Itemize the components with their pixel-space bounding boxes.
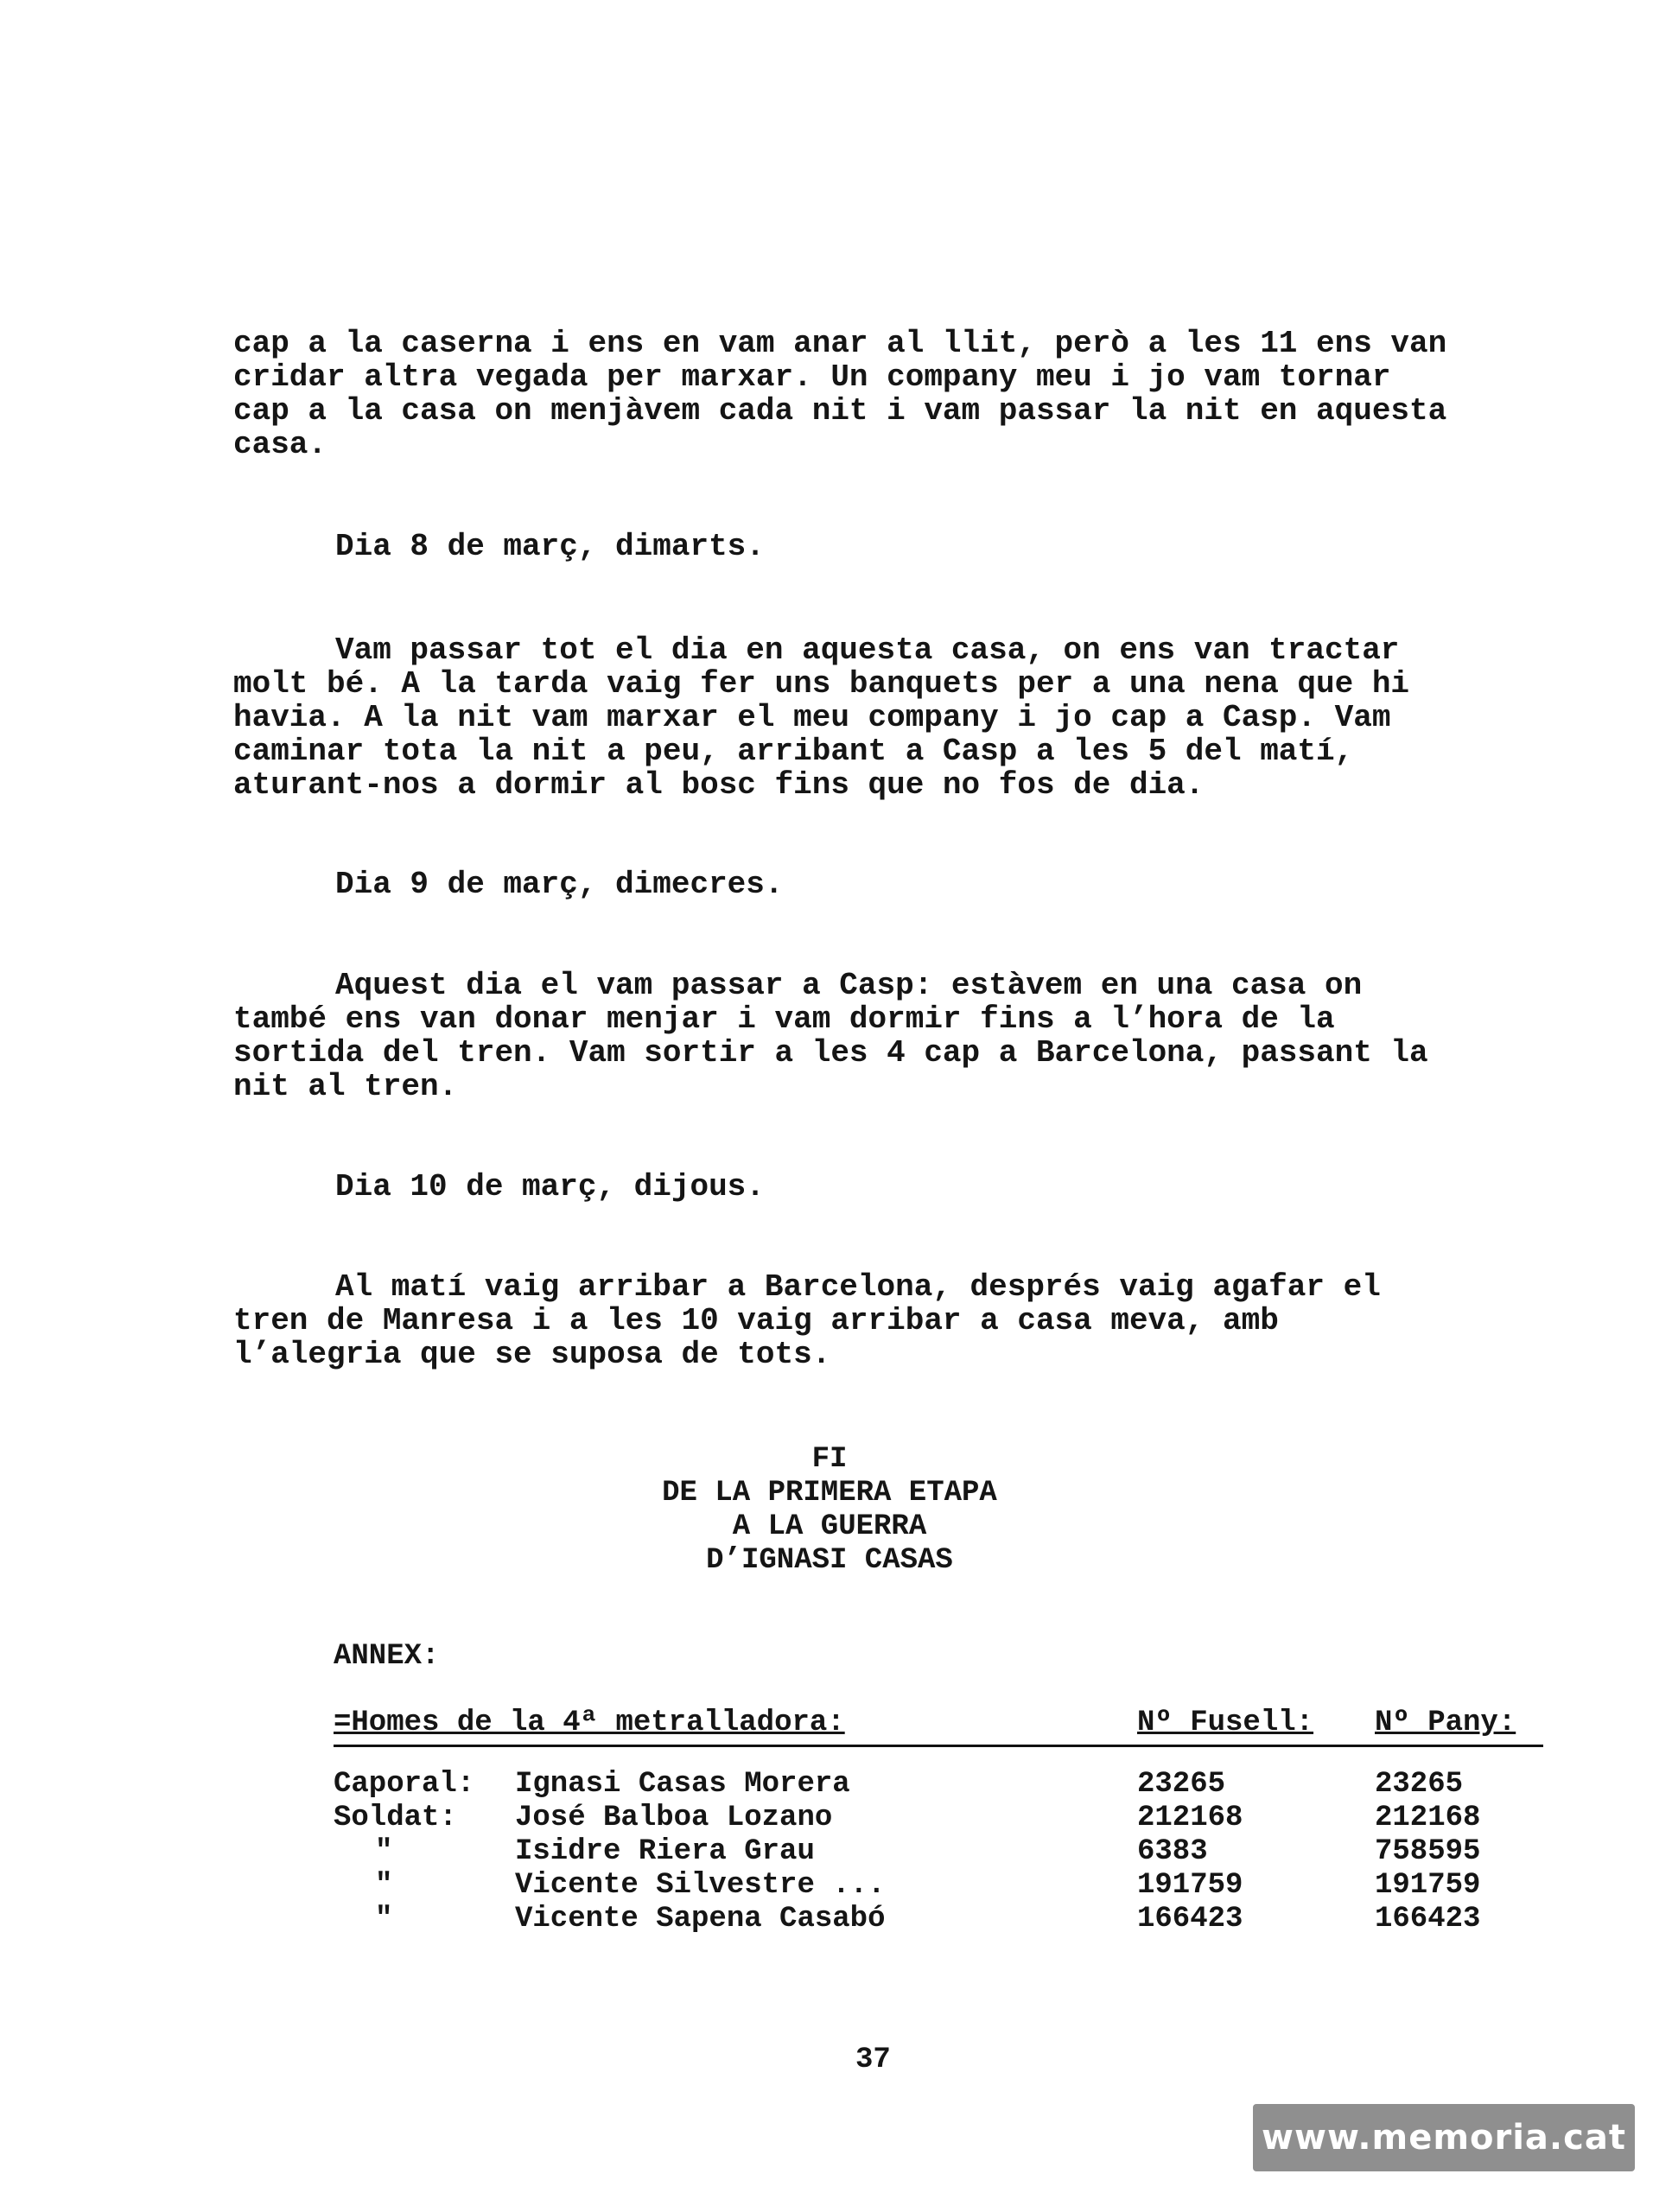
text-line: nit al tren. — [233, 1069, 458, 1104]
watermark-badge[interactable]: www.memoria.cat — [1253, 2104, 1635, 2171]
text-line: l’alegria que se suposa de tots. — [233, 1337, 831, 1372]
text-line: Aquest dia el vam passar a Casp: estàvem en una casa on — [335, 968, 1363, 1003]
text-line: havia. A la nit vam marxar el meu company i jo cap a Casp. Vam — [233, 700, 1391, 735]
table-row — [334, 1903, 1561, 1936]
paragraph-4 — [233, 1270, 1564, 1371]
cell-pany: 191759 — [1375, 1869, 1481, 1902]
table-row — [334, 1768, 1561, 1802]
table-row — [334, 1835, 1561, 1869]
date-heading-3: Dia 10 de març, dijous. — [335, 1169, 765, 1205]
annex-table-header — [334, 1707, 1543, 1747]
text-line: tren de Manresa i a les 10 vaig arribar a casa meva, amb — [233, 1303, 1279, 1338]
closing-line: DE LA PRIMERA ETAPA — [662, 1477, 997, 1510]
text-line: sortida del tren. Vam sortir a les 4 cap a Barcelona, passant la — [233, 1035, 1428, 1071]
header-fusell: Nº Fusell: — [1137, 1707, 1314, 1739]
table-row — [334, 1869, 1561, 1903]
cell-fusell: 166423 — [1137, 1903, 1243, 1936]
cell-name: Vicente Sapena Casabó — [515, 1903, 886, 1936]
text-line: molt bé. A la tarda vaig fer uns banquets per a una nena que hi — [233, 666, 1410, 702]
cell-rank: " — [375, 1869, 393, 1902]
text-line: també ens van donar menjar i vam dormir fins a l’hora de la — [233, 1001, 1335, 1037]
page-number: 37 — [855, 2044, 891, 2076]
text-line: cap a la caserna i ens en vam anar al llit, però a les 11 ens van — [233, 326, 1447, 361]
text-line: casa. — [233, 427, 327, 462]
cell-pany: 166423 — [1375, 1903, 1481, 1936]
text-line: aturant-nos a dormir al bosc fins que no fos de dia. — [233, 767, 1205, 803]
table-row — [334, 1802, 1561, 1835]
text-line: cap a la casa on menjàvem cada nit i vam passar la nit en aquesta — [233, 393, 1447, 429]
cell-rank: " — [375, 1835, 393, 1868]
text-line: Al matí vaig arribar a Barcelona, després vaig agafar el — [335, 1269, 1381, 1305]
cell-pany: 212168 — [1375, 1802, 1481, 1834]
date-heading-2: Dia 9 de març, dimecres. — [335, 867, 784, 902]
cell-fusell: 212168 — [1137, 1802, 1243, 1834]
closing-title — [536, 1443, 1123, 1578]
cell-fusell: 6383 — [1137, 1835, 1208, 1868]
cell-pany: 23265 — [1375, 1768, 1464, 1801]
text-line: caminar tota la nit a peu, arribant a Casp a les 5 del matí, — [233, 734, 1354, 769]
annex-title: ANNEX: — [334, 1640, 440, 1673]
date-heading-1: Dia 8 de març, dimarts. — [335, 529, 765, 564]
text-line: cridar altra vegada per marxar. Un company meu i jo vam tornar — [233, 359, 1391, 395]
text-line: Vam passar tot el dia en aquesta casa, on ens van tractar — [335, 632, 1400, 668]
cell-rank: " — [375, 1903, 393, 1936]
paragraph-3 — [233, 969, 1564, 1103]
cell-rank: Soldat: — [334, 1802, 457, 1834]
paragraph-1 — [233, 327, 1564, 461]
closing-line: D’IGNASI CASAS — [706, 1544, 953, 1577]
paragraph-2 — [233, 633, 1564, 802]
cell-name: José Balboa Lozano — [515, 1802, 833, 1834]
cell-fusell: 23265 — [1137, 1768, 1226, 1801]
closing-line: FI — [811, 1443, 848, 1476]
cell-name: Isidre Riera Grau — [515, 1835, 815, 1868]
closing-line: A LA GUERRA — [732, 1510, 927, 1543]
cell-rank: Caporal: — [334, 1768, 475, 1801]
cell-name: Vicente Silvestre ... — [515, 1869, 886, 1902]
cell-fusell: 191759 — [1137, 1869, 1243, 1902]
cell-pany: 758595 — [1375, 1835, 1481, 1868]
header-group: =Homes de la 4ª metralladora: — [334, 1707, 845, 1739]
cell-name: Ignasi Casas Morera — [515, 1768, 850, 1801]
header-pany: Nº Pany: — [1375, 1707, 1516, 1739]
